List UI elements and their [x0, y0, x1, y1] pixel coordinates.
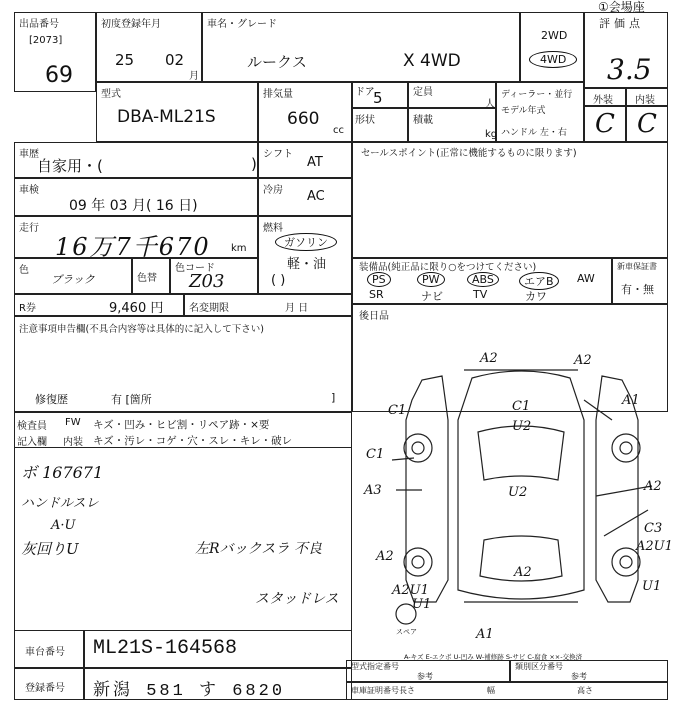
drive-box: [520, 12, 584, 82]
drive-4wd: 4WD: [529, 51, 577, 68]
chassis-label-cell: [14, 630, 84, 668]
recycle-box: [14, 294, 184, 316]
warranty-box: [612, 258, 668, 304]
damage-diagram: [352, 340, 700, 640]
ac-box: [258, 178, 352, 216]
ac-value: AC: [307, 189, 325, 204]
score-value: 3.5: [607, 53, 652, 86]
name-change-value: 月 日: [285, 303, 309, 314]
mark-12: A2U1: [636, 539, 673, 554]
shift-value: AT: [307, 155, 323, 170]
equip-sr: SR: [369, 288, 384, 301]
inspector-label-2: 記入欄: [17, 437, 47, 448]
spare-label: スペア: [396, 628, 417, 636]
mark-14: A2: [514, 565, 532, 580]
inspector-row1: キズ・凹み・ヒビ割・リペア跡・×要: [93, 419, 270, 431]
first-reg-label: 初度登録年月: [101, 19, 161, 30]
doors-box: [352, 82, 408, 108]
length-label: 長さ: [399, 686, 415, 695]
color-box: [14, 258, 132, 294]
notes-label: 注意事項申告欄(不具合内容等は具体的に記入して下さい): [19, 324, 264, 335]
interior-grade-cell: [626, 106, 668, 142]
plate-value: 新潟 581 す 6820: [93, 682, 286, 701]
handnote-4: 灰回りU: [21, 540, 79, 558]
inspector-box: [14, 412, 352, 448]
first-reg-month-unit: 月: [189, 71, 199, 82]
repair-close: ]: [331, 391, 336, 404]
selling-points-box: [352, 142, 668, 258]
category-label: 類別区分番号: [515, 662, 563, 671]
mileage-box: [14, 216, 258, 261]
chassis-label: 車台番号: [25, 647, 65, 658]
equip-pw: PW: [417, 272, 445, 287]
shift-label: シフト: [263, 149, 293, 160]
mark-17: A2U1: [392, 583, 429, 598]
dealer-label: ディーラー・並行: [501, 90, 573, 100]
equip-navi: ナビ: [421, 290, 443, 303]
inspector-row2: キズ・汚レ・コゲ・穴・スレ・キレ・破レ: [93, 435, 293, 447]
designation-cell: [346, 660, 510, 682]
chassis-value: ML21S-164568: [93, 637, 238, 660]
fuel-paren: ( ): [271, 273, 286, 288]
load-label: 積載: [413, 115, 433, 126]
mark-2: A2: [574, 353, 592, 368]
color-change-box: [132, 258, 170, 294]
doors-label: ドア: [355, 87, 375, 98]
exterior-label: 外装: [593, 95, 613, 106]
mark-16: U1: [412, 597, 432, 612]
doors-value: 5: [373, 89, 383, 107]
mark-11: C3: [644, 521, 663, 536]
color-code-box: [170, 258, 258, 294]
repair-label: 修復歴: [35, 393, 68, 406]
handnote-3: A·U: [51, 518, 76, 533]
mark-6: U2: [512, 419, 532, 434]
handnote-1: ボ 167671: [21, 463, 104, 482]
plate-label: 登録番号: [25, 683, 65, 694]
category-cell: [510, 660, 668, 682]
mark-4: C1: [388, 403, 407, 418]
shift-box: [258, 142, 352, 178]
height-label: 高さ: [577, 686, 593, 695]
chassis-value-cell: [84, 630, 352, 668]
load-box: [408, 108, 496, 142]
first-reg-box: [96, 12, 202, 82]
mark-8: A3: [364, 483, 382, 498]
interior-grade: C: [637, 109, 657, 139]
equip-airbag: エアB: [519, 272, 559, 290]
color-code-value: Z03: [189, 271, 225, 292]
capacity-label: 定員: [413, 87, 433, 98]
warranty-label: 新車保証書: [617, 262, 657, 271]
capacity-box: [408, 82, 496, 108]
equipment-box: [352, 258, 612, 304]
selling-points-label: セールスポイント(正常に機能するものに限ります): [361, 148, 577, 159]
capacity-unit: 人: [485, 99, 495, 110]
equip-leather: カワ: [525, 290, 547, 303]
venue-note: ①会場座: [598, 0, 645, 14]
displacement-label: 排気量: [263, 89, 293, 100]
fuel-gas: ガソリン: [275, 233, 337, 251]
lot-ref: [2073]: [29, 35, 63, 46]
inspector-interior: 内装: [63, 437, 83, 448]
color-change-label: 色替: [137, 273, 157, 284]
warranty-value: 有・無: [621, 283, 654, 296]
model-grade-label: 車名・グレード: [207, 19, 277, 30]
equip-abs: ABS: [467, 272, 499, 287]
handnote-6: スタッドレス: [255, 591, 339, 607]
equip-aw: AW: [577, 272, 595, 285]
repair-value: 有 [箇所: [111, 393, 152, 406]
ac-label: 冷房: [263, 185, 283, 196]
diagram-legend: A-キズ E-エクボ U-凹み W-補修跡 S-サビ C-腐食 ××-交換済: [404, 653, 583, 661]
equip-ps: PS: [367, 272, 391, 287]
exterior-grade-cell: [584, 106, 626, 142]
mark-5: C1: [512, 399, 531, 414]
type-label: 型式: [101, 89, 121, 100]
notes-box: [14, 316, 352, 412]
color-value: ブラック: [51, 273, 95, 286]
usage-label: 車歴: [19, 149, 39, 160]
shape-box: [352, 108, 408, 142]
cert-cell: [346, 682, 668, 700]
displacement-unit: cc: [333, 125, 344, 136]
inspector-fw: FW: [65, 417, 81, 428]
recycle-value: 9,460 円: [109, 301, 164, 316]
usage-value: 自家用・(: [37, 157, 103, 175]
interior-label: 内装: [635, 95, 655, 106]
name-change-label: 名変期限: [189, 303, 229, 314]
dealer-box: [496, 82, 584, 142]
exterior-grade: C: [595, 109, 615, 139]
inspector-label-1: 検査員: [17, 421, 47, 432]
handle-label: ハンドル 左・右: [501, 128, 567, 138]
after-label: 後日品: [359, 311, 389, 322]
usage-close: ): [251, 155, 257, 173]
lot-no: 69: [45, 63, 73, 88]
inspection-label: 車検: [19, 185, 39, 196]
recycle-label: R券: [19, 303, 36, 314]
inspection-box: [14, 178, 258, 216]
score-label: 評価点: [599, 17, 644, 30]
mark-10: A2: [644, 479, 662, 494]
mileage-unit: km: [231, 243, 247, 254]
color-code-label: 色コード: [175, 263, 215, 274]
damage-marks: [363, 351, 673, 640]
cert-label: 車庫証明番号: [351, 686, 399, 695]
first-reg-month: 02: [165, 51, 185, 69]
designation-label: 型式指定番号: [351, 662, 399, 671]
mileage-value: 16万7千670: [55, 233, 211, 261]
handnote-2: ハンドルスレ: [21, 496, 99, 511]
displacement-value: 660: [287, 109, 320, 129]
category-note: 参考: [571, 672, 587, 681]
model-grade-box: [202, 12, 520, 82]
plate-label-cell: [14, 668, 84, 700]
fuel-box: [258, 216, 352, 294]
lot-no-label: 出品番号: [19, 19, 59, 30]
mark-9: U2: [508, 485, 528, 500]
model-year-label: モデル年式: [501, 106, 546, 116]
equip-tv: TV: [473, 288, 488, 301]
inspection-value: 09 年 03 月( 16 日): [69, 198, 198, 214]
grade: X 4WD: [403, 51, 461, 71]
score-box: [584, 12, 668, 88]
type-value: DBA-ML21S: [117, 107, 216, 127]
equipment-grid: [363, 272, 603, 304]
mark-15: U1: [642, 579, 662, 594]
drive-2wd: 2WD: [541, 29, 568, 42]
load-unit: kg: [485, 129, 498, 140]
exterior-label-cell: [584, 88, 626, 106]
plate-value-cell: [84, 668, 352, 700]
width-label: 幅: [487, 686, 495, 695]
lot-number-box: [14, 12, 96, 92]
usage-box: [14, 142, 258, 178]
fuel-diesel: 軽・油: [287, 257, 327, 272]
interior-label-cell: [626, 88, 668, 106]
mark-18: A1: [476, 627, 494, 640]
name-change-box: [184, 294, 352, 316]
first-reg-year: 25: [115, 51, 135, 69]
handnote-5: 左Rバックスラ 不良: [195, 541, 322, 557]
mark-3: A1: [622, 393, 640, 408]
handnotes-region: [14, 448, 352, 630]
mileage-label: 走行: [19, 223, 39, 234]
equipment-title: 装備品(純正品に限り○をつけてください): [359, 262, 537, 273]
mark-13: A2: [376, 549, 394, 564]
color-label: 色: [19, 265, 29, 276]
model-name: ルークス: [247, 53, 307, 71]
mark-1: A2: [480, 351, 498, 366]
type-box: [96, 82, 258, 142]
fuel-label: 燃料: [263, 223, 283, 234]
mark-7: C1: [366, 447, 385, 462]
designation-note: 参考: [417, 672, 433, 681]
shape-label: 形状: [355, 115, 375, 126]
displacement-box: [258, 82, 352, 142]
